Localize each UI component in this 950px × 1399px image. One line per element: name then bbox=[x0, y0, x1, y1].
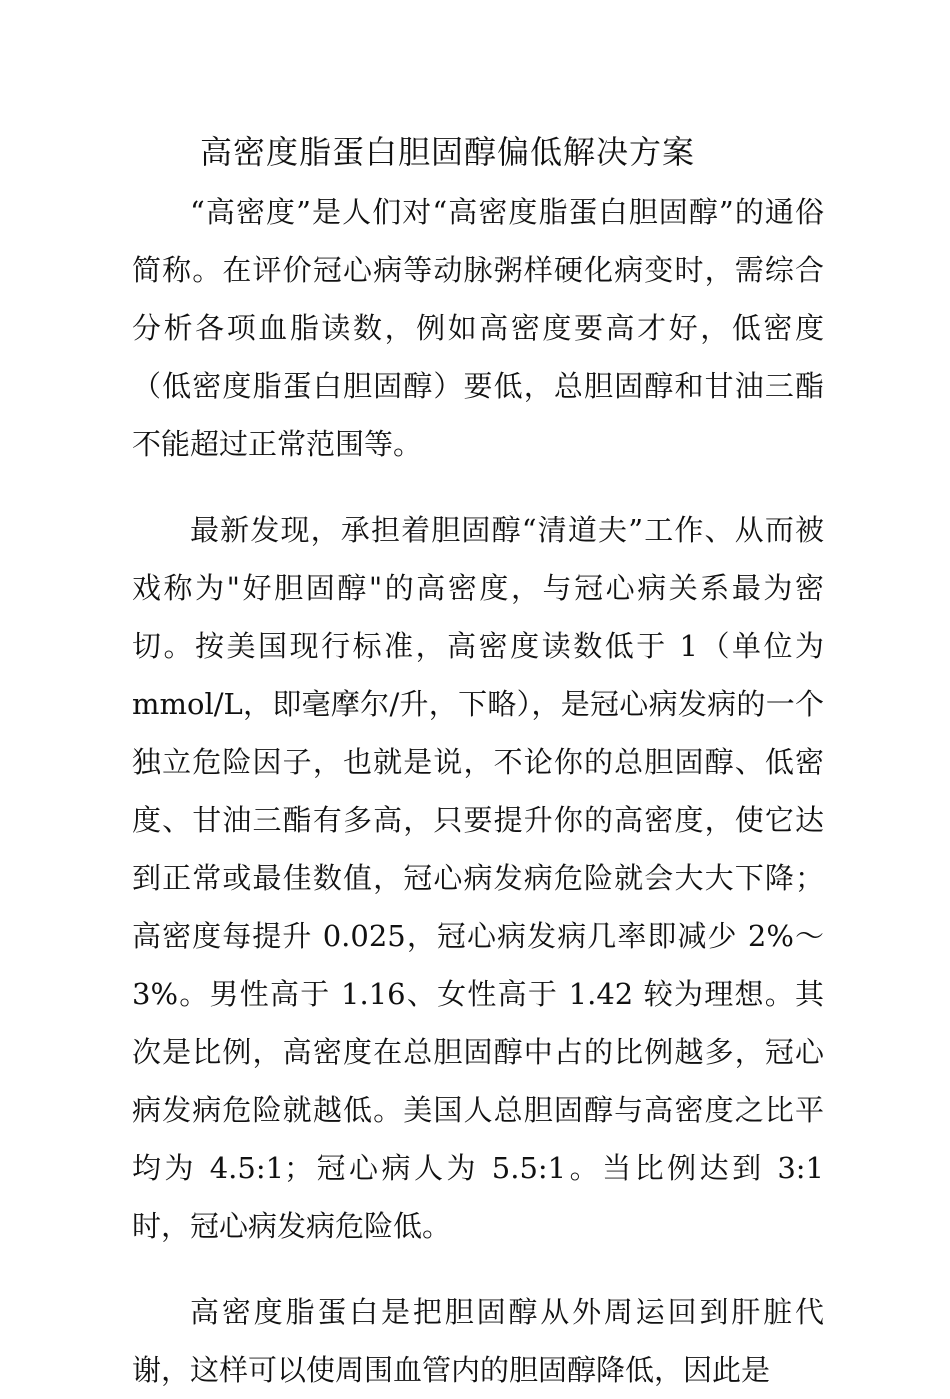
document-body bbox=[132, 183, 824, 1399]
paragraph-spacer bbox=[132, 473, 824, 501]
paragraph-findings: 最新发现，承担着胆固醇“清道夫”工作、从而被戏称为"好胆固醇"的高密度，与冠心病关系最为密切。按美国现行标准，高密度读数低于 1（单位为 mmol/L，即毫摩尔/升，下略），是冠心病发病的一个独立危险因子，也就是说，不论你的总胆固醇、低密度、甘油三酯有多高，只要提升你的高密度，使它达到正常或最佳数值，冠心病发病危险就会大大下降；高密度每提升 0.025，冠心病发病几率即减少 2%～3%。男性高于 1.16、女性高于 1.42 较为理想。其次是比例，高密度在总胆固醇中占的比例越多，冠心病发病危险就越低。美国人总胆固醇与高密度之比平均为 4.5:1；冠心病人为 5.5:1。当比例达到 3:1 时，冠心病发病危险低。 bbox=[132, 513, 824, 1243]
paragraph-spacer bbox=[132, 1255, 824, 1283]
document-title: 高密度脂蛋白胆固醇偏低解决方案 bbox=[200, 133, 696, 171]
paragraph-intro: “高密度”是人们对“高密度脂蛋白胆固醇”的通俗简称。在评价冠心病等动脉粥样硬化病变时，需综合分析各项血脂读数，例如高密度要高才好，低密度（低密度脂蛋白胆固醇）要低，总胆固醇和甘油三酯不能超过正常范围等。 bbox=[132, 195, 824, 461]
paragraph-mechanism: 高密度脂蛋白是把胆固醇从外周运回到肝脏代谢，这样可以使周围血管内的胆固醇降低，因此是 bbox=[132, 1295, 824, 1387]
